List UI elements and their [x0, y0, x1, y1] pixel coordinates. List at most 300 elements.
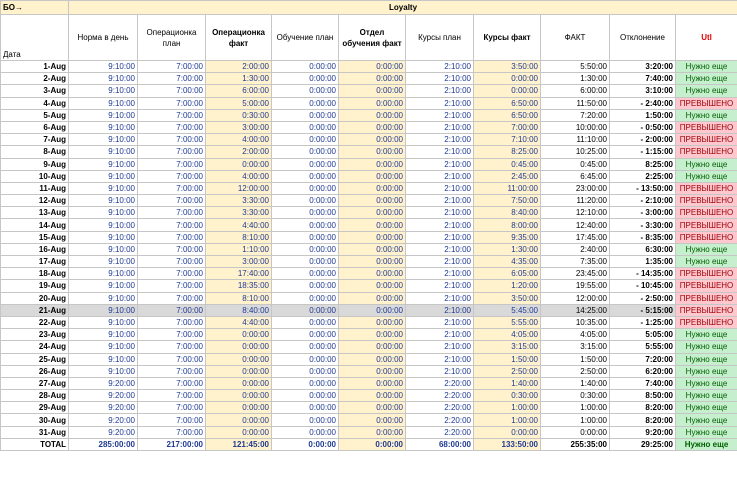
cell-course-fact[interactable]: 0:00:00 — [474, 85, 541, 97]
cell-train-plan[interactable]: 0:00:00 — [272, 158, 339, 170]
cell-norm[interactable]: 9:10:00 — [69, 121, 138, 133]
status-badge[interactable]: ПРЕВЫШЕНО — [676, 304, 737, 316]
cell-deviation[interactable]: 3:20:00 — [610, 61, 676, 73]
date-cell[interactable]: 12-Aug — [1, 195, 69, 207]
cell-course-plan[interactable]: 2:20:00 — [406, 426, 474, 438]
cell-op-plan[interactable]: 7:00:00 — [138, 73, 206, 85]
cell-op-fact[interactable]: 4:00:00 — [206, 170, 272, 182]
status-badge[interactable]: Нужно еще — [676, 438, 737, 450]
cell-fact[interactable]: 255:35:00 — [541, 438, 610, 450]
status-badge[interactable]: ПРЕВЫШЕНО — [676, 97, 737, 109]
corner-cell[interactable]: БО→ — [1, 1, 69, 15]
cell-train-fact[interactable]: 0:00:00 — [339, 438, 406, 450]
cell-fact[interactable]: 7:20:00 — [541, 109, 610, 121]
cell-fact[interactable]: 10:00:00 — [541, 121, 610, 133]
cell-deviation[interactable]: 3:10:00 — [610, 85, 676, 97]
cell-norm[interactable]: 9:10:00 — [69, 304, 138, 316]
cell-course-plan[interactable]: 2:10:00 — [406, 292, 474, 304]
cell-fact[interactable]: 5:50:00 — [541, 61, 610, 73]
cell-op-fact[interactable]: 0:00:00 — [206, 426, 272, 438]
cell-op-plan[interactable]: 7:00:00 — [138, 316, 206, 328]
status-badge[interactable]: Нужно еще — [676, 414, 737, 426]
cell-op-fact[interactable]: 3:30:00 — [206, 195, 272, 207]
cell-norm[interactable]: 9:10:00 — [69, 316, 138, 328]
cell-course-fact[interactable]: 3:15:00 — [474, 341, 541, 353]
date-cell[interactable]: 1-Aug — [1, 61, 69, 73]
cell-course-plan[interactable]: 2:10:00 — [406, 73, 474, 85]
cell-norm[interactable]: 9:20:00 — [69, 402, 138, 414]
cell-train-fact[interactable]: 0:00:00 — [339, 219, 406, 231]
cell-op-fact[interactable]: 0:00:00 — [206, 377, 272, 389]
cell-op-plan[interactable]: 7:00:00 — [138, 353, 206, 365]
header-cell-train-fact[interactable]: Отдел обучения факт — [339, 15, 406, 61]
cell-course-fact[interactable]: 7:00:00 — [474, 121, 541, 133]
cell-course-fact[interactable]: 0:00:00 — [474, 73, 541, 85]
cell-course-fact[interactable]: 8:40:00 — [474, 207, 541, 219]
cell-fact[interactable]: 1:40:00 — [541, 377, 610, 389]
cell-course-plan[interactable]: 2:10:00 — [406, 170, 474, 182]
header-cell-date[interactable]: Дата — [1, 15, 69, 61]
cell-op-fact[interactable]: 4:40:00 — [206, 316, 272, 328]
cell-fact[interactable]: 19:55:00 — [541, 280, 610, 292]
cell-norm[interactable]: 9:10:00 — [69, 97, 138, 109]
cell-deviation[interactable]: - 2:00:00 — [610, 134, 676, 146]
cell-train-fact[interactable]: 0:00:00 — [339, 402, 406, 414]
cell-fact[interactable]: 12:40:00 — [541, 219, 610, 231]
cell-norm[interactable]: 9:10:00 — [69, 134, 138, 146]
cell-deviation[interactable]: 7:40:00 — [610, 377, 676, 389]
date-cell[interactable]: 24-Aug — [1, 341, 69, 353]
cell-norm[interactable]: 9:20:00 — [69, 377, 138, 389]
cell-course-plan[interactable]: 2:10:00 — [406, 146, 474, 158]
date-cell[interactable]: 20-Aug — [1, 292, 69, 304]
cell-train-fact[interactable]: 0:00:00 — [339, 390, 406, 402]
cell-fact[interactable]: 11:20:00 — [541, 195, 610, 207]
cell-deviation[interactable]: 6:30:00 — [610, 243, 676, 255]
date-cell[interactable]: 3-Aug — [1, 85, 69, 97]
cell-op-fact[interactable]: 4:40:00 — [206, 219, 272, 231]
cell-train-plan[interactable]: 0:00:00 — [272, 426, 339, 438]
date-cell[interactable]: 28-Aug — [1, 390, 69, 402]
header-cell-op-fact[interactable]: Операционка факт — [206, 15, 272, 61]
cell-op-plan[interactable]: 7:00:00 — [138, 304, 206, 316]
cell-train-plan[interactable]: 0:00:00 — [272, 438, 339, 450]
cell-train-plan[interactable]: 0:00:00 — [272, 146, 339, 158]
cell-course-fact[interactable]: 133:50:00 — [474, 438, 541, 450]
cell-deviation[interactable]: 5:55:00 — [610, 341, 676, 353]
header-cell-course-fact[interactable]: Курсы факт — [474, 15, 541, 61]
cell-train-fact[interactable]: 0:00:00 — [339, 146, 406, 158]
cell-course-plan[interactable]: 2:10:00 — [406, 316, 474, 328]
status-badge[interactable]: Нужно еще — [676, 377, 737, 389]
cell-op-plan[interactable]: 7:00:00 — [138, 195, 206, 207]
cell-op-fact[interactable]: 0:00:00 — [206, 390, 272, 402]
cell-fact[interactable]: 17:45:00 — [541, 231, 610, 243]
cell-op-plan[interactable]: 7:00:00 — [138, 61, 206, 73]
cell-train-plan[interactable]: 0:00:00 — [272, 304, 339, 316]
status-badge[interactable]: Нужно еще — [676, 158, 737, 170]
cell-fact[interactable]: 1:50:00 — [541, 353, 610, 365]
cell-op-fact[interactable]: 0:00:00 — [206, 329, 272, 341]
cell-norm[interactable]: 9:10:00 — [69, 256, 138, 268]
cell-course-plan[interactable]: 2:10:00 — [406, 158, 474, 170]
cell-norm[interactable]: 9:10:00 — [69, 280, 138, 292]
cell-norm[interactable]: 9:10:00 — [69, 292, 138, 304]
status-badge[interactable]: ПРЕВЫШЕНО — [676, 121, 737, 133]
date-cell[interactable]: 8-Aug — [1, 146, 69, 158]
cell-op-fact[interactable]: 8:40:00 — [206, 304, 272, 316]
date-cell[interactable]: 30-Aug — [1, 414, 69, 426]
cell-course-fact[interactable]: 1:00:00 — [474, 402, 541, 414]
cell-course-plan[interactable]: 2:20:00 — [406, 390, 474, 402]
cell-norm[interactable]: 9:10:00 — [69, 243, 138, 255]
cell-fact[interactable]: 6:45:00 — [541, 170, 610, 182]
cell-deviation[interactable]: - 13:50:00 — [610, 182, 676, 194]
cell-deviation[interactable]: - 0:50:00 — [610, 121, 676, 133]
cell-op-plan[interactable]: 7:00:00 — [138, 134, 206, 146]
cell-fact[interactable]: 1:00:00 — [541, 402, 610, 414]
status-badge[interactable]: ПРЕВЫШЕНО — [676, 207, 737, 219]
cell-train-plan[interactable]: 0:00:00 — [272, 182, 339, 194]
cell-course-plan[interactable]: 2:10:00 — [406, 231, 474, 243]
cell-train-fact[interactable]: 0:00:00 — [339, 329, 406, 341]
cell-op-plan[interactable]: 7:00:00 — [138, 280, 206, 292]
cell-op-fact[interactable]: 18:35:00 — [206, 280, 272, 292]
cell-train-fact[interactable]: 0:00:00 — [339, 426, 406, 438]
date-cell[interactable]: 25-Aug — [1, 353, 69, 365]
cell-fact[interactable]: 2:40:00 — [541, 243, 610, 255]
cell-norm[interactable]: 9:10:00 — [69, 365, 138, 377]
cell-train-plan[interactable]: 0:00:00 — [272, 207, 339, 219]
cell-course-plan[interactable]: 2:10:00 — [406, 353, 474, 365]
cell-train-fact[interactable]: 0:00:00 — [339, 121, 406, 133]
cell-deviation[interactable]: 7:40:00 — [610, 73, 676, 85]
cell-op-plan[interactable]: 7:00:00 — [138, 268, 206, 280]
date-cell[interactable]: 10-Aug — [1, 170, 69, 182]
cell-train-plan[interactable]: 0:00:00 — [272, 85, 339, 97]
cell-course-fact[interactable]: 0:00:00 — [474, 426, 541, 438]
group-title-cell[interactable]: Loyalty — [69, 1, 737, 15]
status-badge[interactable]: ПРЕВЫШЕНО — [676, 268, 737, 280]
cell-train-plan[interactable]: 0:00:00 — [272, 195, 339, 207]
cell-train-fact[interactable]: 0:00:00 — [339, 231, 406, 243]
cell-course-plan[interactable]: 2:10:00 — [406, 121, 474, 133]
cell-train-fact[interactable]: 0:00:00 — [339, 170, 406, 182]
cell-norm[interactable]: 9:10:00 — [69, 158, 138, 170]
cell-fact[interactable]: 1:00:00 — [541, 414, 610, 426]
cell-norm[interactable]: 9:10:00 — [69, 207, 138, 219]
cell-course-fact[interactable]: 5:45:00 — [474, 304, 541, 316]
cell-op-plan[interactable]: 7:00:00 — [138, 109, 206, 121]
cell-fact[interactable]: 11:10:00 — [541, 134, 610, 146]
date-cell[interactable]: 19-Aug — [1, 280, 69, 292]
cell-course-fact[interactable]: 8:00:00 — [474, 219, 541, 231]
cell-course-plan[interactable]: 2:20:00 — [406, 414, 474, 426]
cell-fact[interactable]: 14:25:00 — [541, 304, 610, 316]
cell-course-fact[interactable]: 3:50:00 — [474, 61, 541, 73]
cell-op-fact[interactable]: 0:00:00 — [206, 414, 272, 426]
cell-op-fact[interactable]: 3:00:00 — [206, 256, 272, 268]
cell-course-fact[interactable]: 7:50:00 — [474, 195, 541, 207]
cell-train-plan[interactable]: 0:00:00 — [272, 365, 339, 377]
cell-course-plan[interactable]: 2:10:00 — [406, 207, 474, 219]
cell-op-fact[interactable]: 1:10:00 — [206, 243, 272, 255]
cell-deviation[interactable]: 5:05:00 — [610, 329, 676, 341]
cell-course-plan[interactable]: 2:10:00 — [406, 134, 474, 146]
cell-fact[interactable]: 10:35:00 — [541, 316, 610, 328]
cell-deviation[interactable]: 8:25:00 — [610, 158, 676, 170]
cell-op-fact[interactable]: 0:00:00 — [206, 353, 272, 365]
cell-train-fact[interactable]: 0:00:00 — [339, 207, 406, 219]
cell-norm[interactable]: 9:10:00 — [69, 195, 138, 207]
cell-train-fact[interactable]: 0:00:00 — [339, 268, 406, 280]
cell-train-plan[interactable]: 0:00:00 — [272, 414, 339, 426]
cell-op-fact[interactable]: 5:00:00 — [206, 97, 272, 109]
cell-train-plan[interactable]: 0:00:00 — [272, 243, 339, 255]
date-cell[interactable]: 23-Aug — [1, 329, 69, 341]
cell-course-fact[interactable]: 2:50:00 — [474, 365, 541, 377]
cell-fact[interactable]: 12:00:00 — [541, 292, 610, 304]
cell-op-fact[interactable]: 2:00:00 — [206, 61, 272, 73]
cell-train-fact[interactable]: 0:00:00 — [339, 109, 406, 121]
cell-fact[interactable]: 11:50:00 — [541, 97, 610, 109]
date-cell[interactable]: 15-Aug — [1, 231, 69, 243]
cell-train-plan[interactable]: 0:00:00 — [272, 268, 339, 280]
cell-train-fact[interactable]: 0:00:00 — [339, 280, 406, 292]
cell-course-plan[interactable]: 2:10:00 — [406, 341, 474, 353]
date-cell[interactable]: 22-Aug — [1, 316, 69, 328]
cell-course-fact[interactable]: 4:05:00 — [474, 329, 541, 341]
date-cell[interactable]: 31-Aug — [1, 426, 69, 438]
date-cell[interactable]: 11-Aug — [1, 182, 69, 194]
cell-deviation[interactable]: - 5:15:00 — [610, 304, 676, 316]
cell-op-fact[interactable]: 0:00:00 — [206, 365, 272, 377]
cell-op-fact[interactable]: 6:00:00 — [206, 85, 272, 97]
status-badge[interactable]: ПРЕВЫШЕНО — [676, 195, 737, 207]
status-badge[interactable]: Нужно еще — [676, 402, 737, 414]
status-badge[interactable]: ПРЕВЫШЕНО — [676, 182, 737, 194]
cell-course-fact[interactable]: 5:55:00 — [474, 316, 541, 328]
cell-train-fact[interactable]: 0:00:00 — [339, 134, 406, 146]
cell-course-plan[interactable]: 2:10:00 — [406, 182, 474, 194]
cell-op-plan[interactable]: 7:00:00 — [138, 390, 206, 402]
cell-op-fact[interactable]: 8:10:00 — [206, 231, 272, 243]
cell-deviation[interactable]: - 1:25:00 — [610, 316, 676, 328]
cell-course-fact[interactable]: 1:00:00 — [474, 414, 541, 426]
header-cell-utl[interactable]: Utl — [676, 15, 737, 61]
cell-course-plan[interactable]: 68:00:00 — [406, 438, 474, 450]
cell-deviation[interactable]: - 8:35:00 — [610, 231, 676, 243]
status-badge[interactable]: ПРЕВЫШЕНО — [676, 134, 737, 146]
status-badge[interactable]: Нужно еще — [676, 85, 737, 97]
cell-fact[interactable]: 7:35:00 — [541, 256, 610, 268]
cell-op-fact[interactable]: 0:00:00 — [206, 158, 272, 170]
cell-deviation[interactable]: - 2:10:00 — [610, 195, 676, 207]
cell-norm[interactable]: 9:10:00 — [69, 61, 138, 73]
cell-norm[interactable]: 9:10:00 — [69, 268, 138, 280]
cell-train-plan[interactable]: 0:00:00 — [272, 231, 339, 243]
cell-fact[interactable]: 4:05:00 — [541, 329, 610, 341]
cell-norm[interactable]: 285:00:00 — [69, 438, 138, 450]
cell-op-plan[interactable]: 7:00:00 — [138, 341, 206, 353]
cell-norm[interactable]: 9:10:00 — [69, 341, 138, 353]
cell-op-plan[interactable]: 7:00:00 — [138, 85, 206, 97]
cell-op-plan[interactable]: 7:00:00 — [138, 243, 206, 255]
cell-train-plan[interactable]: 0:00:00 — [272, 329, 339, 341]
cell-course-plan[interactable]: 2:10:00 — [406, 268, 474, 280]
cell-course-fact[interactable]: 1:20:00 — [474, 280, 541, 292]
cell-train-plan[interactable]: 0:00:00 — [272, 341, 339, 353]
cell-op-fact[interactable]: 3:30:00 — [206, 207, 272, 219]
cell-train-plan[interactable]: 0:00:00 — [272, 292, 339, 304]
cell-course-plan[interactable]: 2:10:00 — [406, 256, 474, 268]
cell-fact[interactable]: 12:10:00 — [541, 207, 610, 219]
cell-op-fact[interactable]: 3:00:00 — [206, 121, 272, 133]
cell-train-plan[interactable]: 0:00:00 — [272, 61, 339, 73]
cell-course-plan[interactable]: 2:10:00 — [406, 85, 474, 97]
cell-train-plan[interactable]: 0:00:00 — [272, 316, 339, 328]
date-cell[interactable]: 18-Aug — [1, 268, 69, 280]
cell-deviation[interactable]: 8:20:00 — [610, 414, 676, 426]
cell-op-plan[interactable]: 7:00:00 — [138, 170, 206, 182]
header-cell-norm[interactable]: Норма в день — [69, 15, 138, 61]
date-cell[interactable]: 17-Aug — [1, 256, 69, 268]
cell-op-fact[interactable]: 0:30:00 — [206, 109, 272, 121]
status-badge[interactable]: Нужно еще — [676, 109, 737, 121]
cell-course-fact[interactable]: 4:35:00 — [474, 256, 541, 268]
cell-norm[interactable]: 9:10:00 — [69, 85, 138, 97]
cell-fact[interactable]: 6:00:00 — [541, 85, 610, 97]
cell-course-fact[interactable]: 1:40:00 — [474, 377, 541, 389]
cell-op-fact[interactable]: 12:00:00 — [206, 182, 272, 194]
cell-train-plan[interactable]: 0:00:00 — [272, 170, 339, 182]
date-cell[interactable]: 9-Aug — [1, 158, 69, 170]
cell-course-fact[interactable]: 0:30:00 — [474, 390, 541, 402]
date-cell[interactable]: 16-Aug — [1, 243, 69, 255]
cell-train-plan[interactable]: 0:00:00 — [272, 377, 339, 389]
cell-train-fact[interactable]: 0:00:00 — [339, 304, 406, 316]
cell-train-fact[interactable]: 0:00:00 — [339, 243, 406, 255]
date-cell[interactable]: 29-Aug — [1, 402, 69, 414]
date-cell[interactable]: 13-Aug — [1, 207, 69, 219]
cell-op-plan[interactable]: 7:00:00 — [138, 426, 206, 438]
cell-op-fact[interactable]: 4:00:00 — [206, 134, 272, 146]
cell-course-plan[interactable]: 2:10:00 — [406, 304, 474, 316]
cell-deviation[interactable]: 2:25:00 — [610, 170, 676, 182]
cell-course-plan[interactable]: 2:10:00 — [406, 61, 474, 73]
cell-op-plan[interactable]: 7:00:00 — [138, 377, 206, 389]
cell-deviation[interactable]: 9:20:00 — [610, 426, 676, 438]
cell-op-plan[interactable]: 7:00:00 — [138, 219, 206, 231]
cell-norm[interactable]: 9:10:00 — [69, 231, 138, 243]
cell-course-fact[interactable]: 1:30:00 — [474, 243, 541, 255]
cell-fact[interactable]: 3:15:00 — [541, 341, 610, 353]
cell-course-fact[interactable]: 2:45:00 — [474, 170, 541, 182]
status-badge[interactable]: Нужно еще — [676, 365, 737, 377]
cell-deviation[interactable]: - 2:40:00 — [610, 97, 676, 109]
date-cell[interactable]: 5-Aug — [1, 109, 69, 121]
cell-train-plan[interactable]: 0:00:00 — [272, 109, 339, 121]
cell-train-fact[interactable]: 0:00:00 — [339, 365, 406, 377]
header-cell-op-plan[interactable]: Операционка план — [138, 15, 206, 61]
cell-course-fact[interactable]: 7:10:00 — [474, 134, 541, 146]
status-badge[interactable]: Нужно еще — [676, 243, 737, 255]
cell-op-plan[interactable]: 7:00:00 — [138, 158, 206, 170]
cell-course-plan[interactable]: 2:10:00 — [406, 97, 474, 109]
header-cell-deviation[interactable]: Отклонение — [610, 15, 676, 61]
cell-deviation[interactable]: - 3:00:00 — [610, 207, 676, 219]
cell-fact[interactable]: 0:00:00 — [541, 426, 610, 438]
cell-norm[interactable]: 9:10:00 — [69, 109, 138, 121]
date-cell[interactable]: 21-Aug — [1, 304, 69, 316]
status-badge[interactable]: ПРЕВЫШЕНО — [676, 280, 737, 292]
status-badge[interactable]: Нужно еще — [676, 341, 737, 353]
cell-norm[interactable]: 9:10:00 — [69, 329, 138, 341]
cell-train-plan[interactable]: 0:00:00 — [272, 390, 339, 402]
date-cell[interactable]: 27-Aug — [1, 377, 69, 389]
date-cell[interactable]: 26-Aug — [1, 365, 69, 377]
cell-course-plan[interactable]: 2:10:00 — [406, 365, 474, 377]
cell-fact[interactable]: 0:30:00 — [541, 390, 610, 402]
cell-course-fact[interactable]: 6:05:00 — [474, 268, 541, 280]
cell-op-plan[interactable]: 7:00:00 — [138, 256, 206, 268]
cell-train-fact[interactable]: 0:00:00 — [339, 256, 406, 268]
cell-norm[interactable]: 9:20:00 — [69, 414, 138, 426]
cell-fact[interactable]: 10:25:00 — [541, 146, 610, 158]
cell-course-plan[interactable]: 2:10:00 — [406, 280, 474, 292]
status-badge[interactable]: ПРЕВЫШЕНО — [676, 219, 737, 231]
cell-course-plan[interactable]: 2:20:00 — [406, 377, 474, 389]
cell-fact[interactable]: 23:00:00 — [541, 182, 610, 194]
cell-course-fact[interactable]: 3:50:00 — [474, 292, 541, 304]
cell-train-fact[interactable]: 0:00:00 — [339, 195, 406, 207]
cell-norm[interactable]: 9:10:00 — [69, 170, 138, 182]
date-cell[interactable]: 7-Aug — [1, 134, 69, 146]
status-badge[interactable]: Нужно еще — [676, 61, 737, 73]
cell-train-fact[interactable]: 0:00:00 — [339, 85, 406, 97]
date-cell[interactable]: 4-Aug — [1, 97, 69, 109]
cell-op-plan[interactable]: 7:00:00 — [138, 365, 206, 377]
cell-deviation[interactable]: - 10:45:00 — [610, 280, 676, 292]
cell-train-plan[interactable]: 0:00:00 — [272, 97, 339, 109]
status-badge[interactable]: Нужно еще — [676, 353, 737, 365]
cell-train-plan[interactable]: 0:00:00 — [272, 353, 339, 365]
cell-train-fact[interactable]: 0:00:00 — [339, 292, 406, 304]
cell-deviation[interactable]: - 1:15:00 — [610, 146, 676, 158]
cell-course-fact[interactable]: 1:50:00 — [474, 353, 541, 365]
cell-course-fact[interactable]: 0:45:00 — [474, 158, 541, 170]
date-cell[interactable]: 2-Aug — [1, 73, 69, 85]
cell-deviation[interactable]: 7:20:00 — [610, 353, 676, 365]
cell-deviation[interactable]: 29:25:00 — [610, 438, 676, 450]
cell-train-fact[interactable]: 0:00:00 — [339, 414, 406, 426]
cell-op-plan[interactable]: 7:00:00 — [138, 121, 206, 133]
cell-fact[interactable]: 23:45:00 — [541, 268, 610, 280]
cell-op-plan[interactable]: 7:00:00 — [138, 402, 206, 414]
date-cell[interactable]: 6-Aug — [1, 121, 69, 133]
cell-course-fact[interactable]: 11:00:00 — [474, 182, 541, 194]
cell-op-fact[interactable]: 121:45:00 — [206, 438, 272, 450]
cell-train-plan[interactable]: 0:00:00 — [272, 402, 339, 414]
cell-train-fact[interactable]: 0:00:00 — [339, 316, 406, 328]
status-badge[interactable]: Нужно еще — [676, 73, 737, 85]
cell-deviation[interactable]: 6:20:00 — [610, 365, 676, 377]
cell-op-plan[interactable]: 7:00:00 — [138, 329, 206, 341]
cell-train-fact[interactable]: 0:00:00 — [339, 61, 406, 73]
status-badge[interactable]: Нужно еще — [676, 390, 737, 402]
cell-op-plan[interactable]: 7:00:00 — [138, 207, 206, 219]
cell-op-plan[interactable]: 7:00:00 — [138, 231, 206, 243]
